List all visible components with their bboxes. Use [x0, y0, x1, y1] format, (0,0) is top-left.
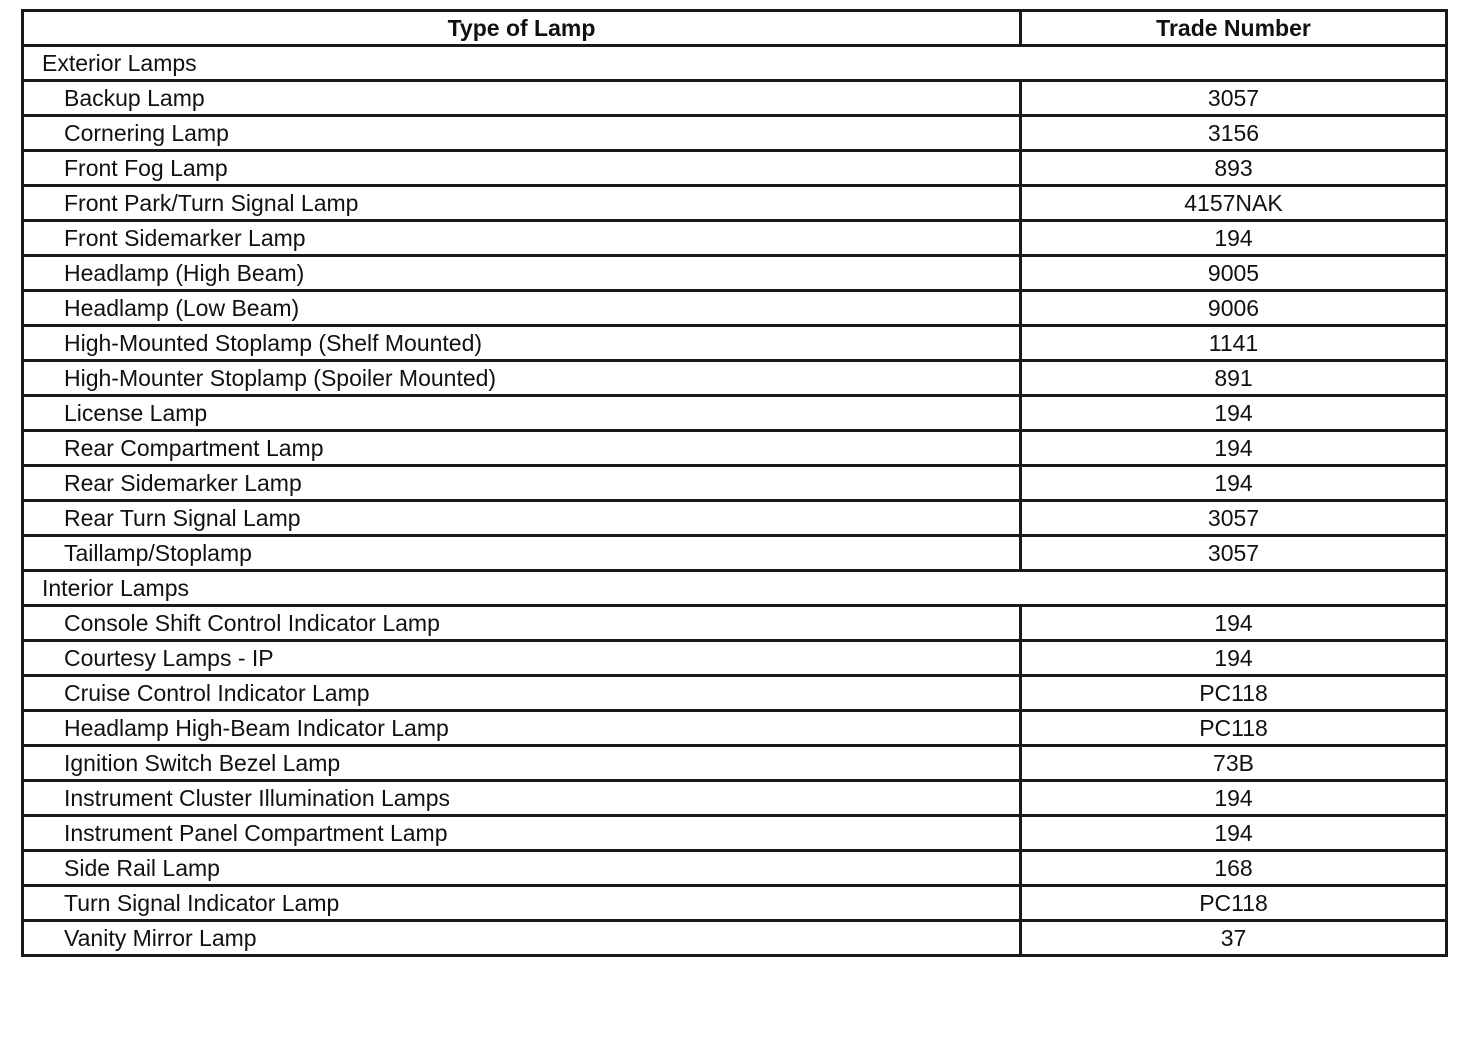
lamp-type-cell: Cruise Control Indicator Lamp	[23, 676, 1021, 711]
group-header-row	[23, 46, 1447, 81]
trade-number-cell: 893	[1021, 151, 1447, 186]
lamp-type-cell: Backup Lamp	[23, 81, 1021, 116]
lamp-type-cell: High-Mounted Stoplamp (Shelf Mounted)	[23, 326, 1021, 361]
trade-number-cell: 4157NAK	[1021, 186, 1447, 221]
trade-number-cell: 194	[1021, 781, 1447, 816]
table-row	[23, 326, 1447, 361]
trade-number-header: Trade Number	[1021, 11, 1447, 46]
trade-number-cell: 194	[1021, 466, 1447, 501]
trade-number-cell: 9005	[1021, 256, 1447, 291]
trade-number-cell: 73B	[1021, 746, 1447, 781]
lamp-type-cell: Rear Compartment Lamp	[23, 431, 1021, 466]
lamp-type-cell: Turn Signal Indicator Lamp	[23, 886, 1021, 921]
trade-number-cell: 3057	[1021, 501, 1447, 536]
trade-number-cell: 3057	[1021, 536, 1447, 571]
table-row	[23, 396, 1447, 431]
group-title: Exterior Lamps	[23, 46, 1447, 81]
trade-number-cell: 194	[1021, 396, 1447, 431]
table-row	[23, 291, 1447, 326]
lamp-type-cell: Rear Turn Signal Lamp	[23, 501, 1021, 536]
table-row	[23, 361, 1447, 396]
table-row	[23, 536, 1447, 571]
trade-number-cell: 194	[1021, 221, 1447, 256]
lamp-type-cell: Instrument Cluster Illumination Lamps	[23, 781, 1021, 816]
table-row	[23, 151, 1447, 186]
table-body	[23, 46, 1447, 956]
table-row	[23, 431, 1447, 466]
lamp-type-cell: Ignition Switch Bezel Lamp	[23, 746, 1021, 781]
table-row	[23, 816, 1447, 851]
lamp-type-cell: Side Rail Lamp	[23, 851, 1021, 886]
table-row	[23, 606, 1447, 641]
trade-number-cell: PC118	[1021, 886, 1447, 921]
trade-number-cell: 3156	[1021, 116, 1447, 151]
lamp-type-cell: Courtesy Lamps - IP	[23, 641, 1021, 676]
trade-number-cell: 194	[1021, 816, 1447, 851]
table-row	[23, 641, 1447, 676]
lamp-type-cell: License Lamp	[23, 396, 1021, 431]
type-of-lamp-header: Type of Lamp	[23, 11, 1021, 46]
table-row	[23, 851, 1447, 886]
trade-number-cell: 1141	[1021, 326, 1447, 361]
lamp-type-cell: Headlamp High-Beam Indicator Lamp	[23, 711, 1021, 746]
trade-number-cell: 9006	[1021, 291, 1447, 326]
table-row	[23, 221, 1447, 256]
trade-number-cell: 891	[1021, 361, 1447, 396]
group-header-row	[23, 571, 1447, 606]
trade-number-cell: 194	[1021, 431, 1447, 466]
trade-number-cell: 37	[1021, 921, 1447, 956]
lamp-type-cell: High-Mounter Stoplamp (Spoiler Mounted)	[23, 361, 1021, 396]
table-row	[23, 81, 1447, 116]
table-row	[23, 781, 1447, 816]
table-row	[23, 676, 1447, 711]
lamp-type-cell: Instrument Panel Compartment Lamp	[23, 816, 1021, 851]
trade-number-cell: 194	[1021, 606, 1447, 641]
header-row	[23, 11, 1447, 46]
trade-number-cell: 168	[1021, 851, 1447, 886]
trade-number-cell: 3057	[1021, 81, 1447, 116]
group-title: Interior Lamps	[23, 571, 1447, 606]
table-row	[23, 921, 1447, 956]
table-row	[23, 116, 1447, 151]
table-row	[23, 886, 1447, 921]
trade-number-cell: PC118	[1021, 711, 1447, 746]
lamp-type-cell: Front Sidemarker Lamp	[23, 221, 1021, 256]
lamp-type-cell: Headlamp (High Beam)	[23, 256, 1021, 291]
lamp-type-cell: Rear Sidemarker Lamp	[23, 466, 1021, 501]
lamp-trade-number-table	[21, 9, 1448, 957]
table-row	[23, 466, 1447, 501]
lamp-type-cell: Cornering Lamp	[23, 116, 1021, 151]
table-row	[23, 186, 1447, 221]
trade-number-cell: PC118	[1021, 676, 1447, 711]
table-row	[23, 256, 1447, 291]
lamp-type-cell: Headlamp (Low Beam)	[23, 291, 1021, 326]
table-row	[23, 746, 1447, 781]
lamp-type-cell: Vanity Mirror Lamp	[23, 921, 1021, 956]
lamp-type-cell: Front Park/Turn Signal Lamp	[23, 186, 1021, 221]
lamp-type-cell: Console Shift Control Indicator Lamp	[23, 606, 1021, 641]
trade-number-cell: 194	[1021, 641, 1447, 676]
table-row	[23, 501, 1447, 536]
lamp-type-cell: Front Fog Lamp	[23, 151, 1021, 186]
table-row	[23, 711, 1447, 746]
lamp-type-cell: Taillamp/Stoplamp	[23, 536, 1021, 571]
